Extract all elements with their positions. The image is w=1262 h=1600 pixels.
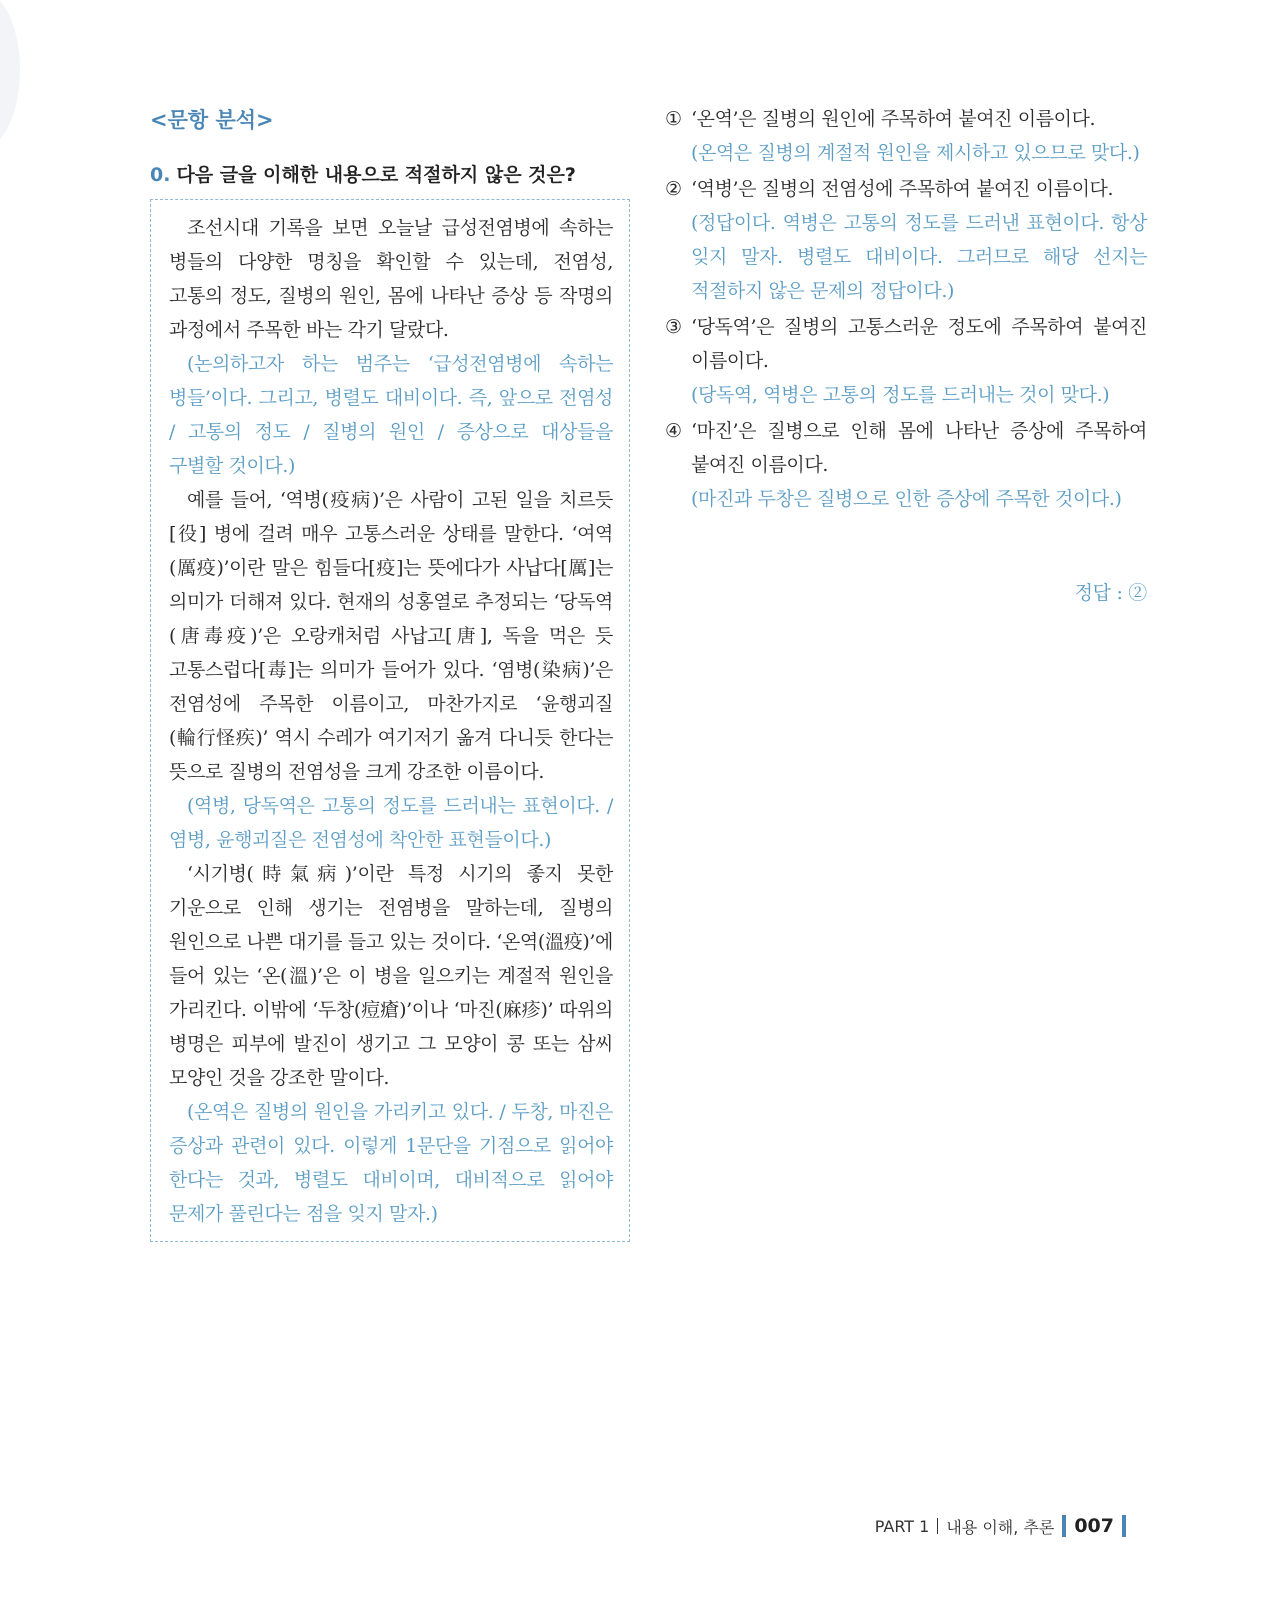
answer-key: 정답 : ② xyxy=(1074,582,1147,604)
passage-note-3: (온역은 질병의 원인을 가리키고 있다. / 두창, 마진은 증상과 관련이 있다. 이렇게 1문단을 기점으로 읽어야 한다는 것과, 병렬도 대비이며, 대비적으로 읽어야 문제가 풀린다는 점을 잊지 말자.) xyxy=(169,1101,613,1225)
page-footer xyxy=(875,1512,1126,1540)
option-number: ① xyxy=(665,108,682,130)
footer-part: PART 1 xyxy=(874,1516,930,1536)
footer-separator xyxy=(937,1518,938,1534)
option-1 xyxy=(665,102,1147,170)
option-text: ‘온역’은 질병의 원인에 주목하여 붙여진 이름이다. xyxy=(691,108,1096,130)
passage-paragraph-3: ‘시기병(時氣病)’이란 특정 시기의 좋지 못한 기운으로 인해 생기는 전염병을 말하는데, 질병의 원인으로 나쁜 대기를 들고 있는 것이다. ‘온역(溫疫)’에 들어 있는 ‘온(溫)’은 이 병을 일으키는 계절적 원인을 가리킨다. 이밖에 ‘두창(痘瘡)’이나 ‘마진(麻疹)’ 따위의 병명은 피부에 발진이 생기고 그 모양이 콩 또는 삼씨 모양인 것을 강조한 말이다. xyxy=(169,863,613,1089)
option-note: (당독역, 역병은 고통의 정도를 드러내는 것이 맞다.) xyxy=(691,384,1110,406)
option-text: ‘당독역’은 질병의 고통스러운 정도에 주목하여 붙여진 이름이다. xyxy=(691,316,1147,372)
option-note: (정답이다. 역병은 고통의 정도를 드러낸 표현이다. 항상 잊지 말자. 병렬도 대비이다. 그러므로 해당 선지는 적절하지 않은 문제의 정답이다.) xyxy=(691,212,1147,302)
footer-bar-right xyxy=(1122,1515,1126,1537)
passage-paragraph-2: 예를 들어, ‘역병(疫病)’은 사람이 고된 일을 치르듯[役] 병에 걸려 매우 고통스러운 상태를 말한다. ‘여역(厲疫)’이란 말은 힘들다[疫]는 뜻에다가 사납다[厲]는 의미가 더해져 있다. 현재의 성홍열로 추정되는 ‘당독역(唐毒疫)’은 오랑캐처럼 사납고[唐], 독을 먹은 듯 고통스럽다[毒]는 의미가 들어가 있다. ‘염병(染病)’은 전염성에 주목한 이름이고, 마찬가지로 ‘윤행괴질(輪行怪疾)’ 역시 수레가 여기저기 옮겨 다니듯 한다는 뜻으로 질병의 전염성을 크게 강조한 이름이다. xyxy=(169,489,613,783)
answer-options xyxy=(665,102,1147,518)
option-3 xyxy=(665,310,1147,412)
question-text: 다음 글을 이해한 내용으로 적절하지 않은 것은? xyxy=(176,164,576,186)
option-note: (마진과 두창은 질병으로 인한 증상에 주목한 것이다.) xyxy=(691,488,1122,510)
option-number: ③ xyxy=(665,316,682,338)
option-text: ‘역병’은 질병의 전염성에 주목하여 붙여진 이름이다. xyxy=(691,178,1114,200)
footer-chapter: 내용 이해, 추론 xyxy=(946,1517,1055,1537)
passage-box xyxy=(150,199,630,1242)
option-4 xyxy=(665,414,1147,516)
footer-bar-left xyxy=(1062,1515,1066,1537)
question-heading xyxy=(150,160,576,187)
option-number: ④ xyxy=(665,420,682,442)
passage-paragraph-1: 조선시대 기록을 보면 오늘날 급성전염병에 속하는 병들의 다양한 명칭을 확인할 수 있는데, 전염성, 고통의 정도, 질병의 원인, 몸에 나타난 증상 등 작명의 과정에서 주목한 바는 각기 달랐다. xyxy=(169,217,613,341)
passage-note-2: (역병, 당독역은 고통의 정도를 드러내는 표현이다. / 염병, 윤행괴질은 전염성에 착안한 표현들이다.) xyxy=(169,795,613,851)
question-number: 0. xyxy=(150,164,171,186)
passage-note-1: (논의하고자 하는 범주는 ‘급성전염병에 속하는 병들’이다. 그리고, 병렬도 대비이다. 즉, 앞으로 전염성 / 고통의 정도 / 질병의 원인 / 증상으로 대상들을 구별할 것이다.) xyxy=(169,353,613,477)
option-note: (온역은 질병의 계절적 원인을 제시하고 있으므로 맞다.) xyxy=(691,142,1140,164)
page-number: 007 xyxy=(1074,1515,1114,1537)
option-text: ‘마진’은 질병으로 인해 몸에 나타난 증상에 주목하여 붙여진 이름이다. xyxy=(691,420,1147,476)
option-number: ② xyxy=(665,178,682,200)
option-2 xyxy=(665,172,1147,308)
section-title: <문항 분석> xyxy=(150,108,274,132)
corner-decoration xyxy=(0,0,20,150)
